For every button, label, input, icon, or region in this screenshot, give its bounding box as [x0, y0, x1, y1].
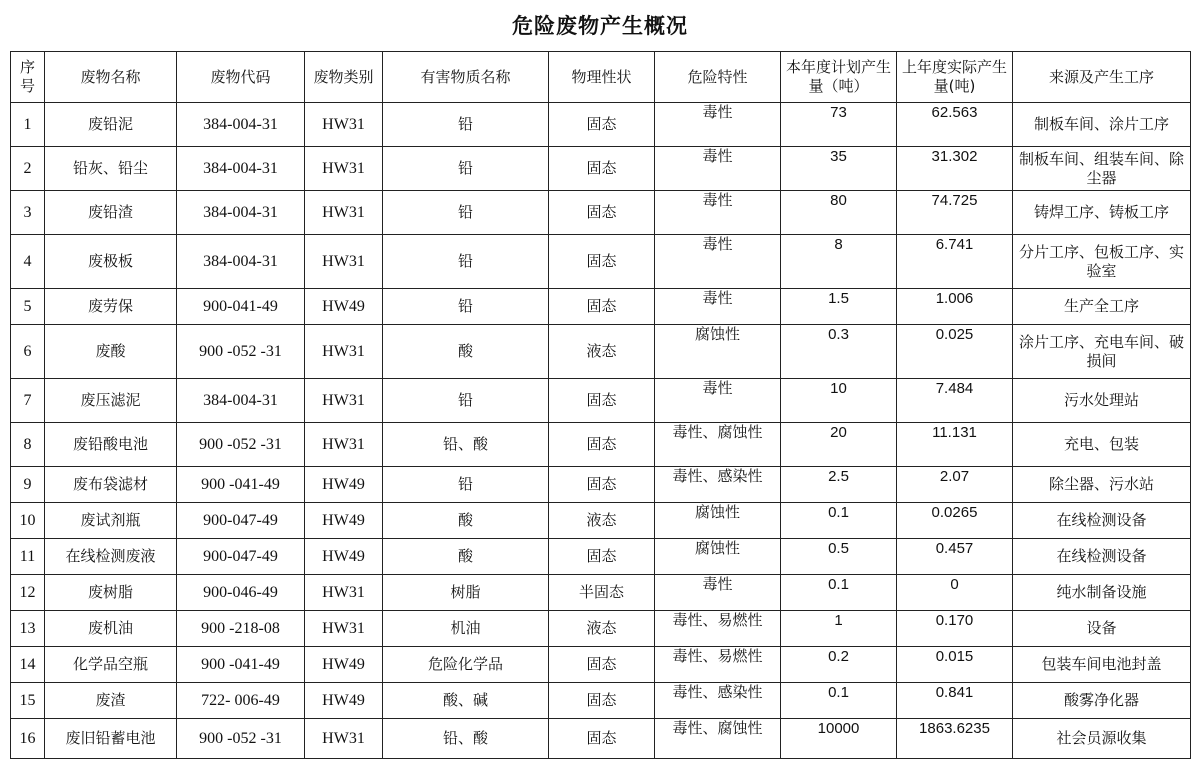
cell-index: 8 [11, 423, 45, 467]
cell-planned-amount: 0.1 [781, 683, 897, 719]
cell-planned-amount: 0.2 [781, 647, 897, 683]
cell-waste-name: 铅灰、铅尘 [45, 147, 177, 191]
cell-hazardous-substance: 铅、酸 [383, 719, 549, 759]
cell-waste-code: 384-004-31 [177, 379, 305, 423]
cell-hazardous-substance: 铅 [383, 379, 549, 423]
cell-source-process: 涂片工序、充电车间、破损间 [1013, 325, 1191, 379]
cell-physical-state: 固态 [549, 683, 655, 719]
cell-source-process: 除尘器、污水站 [1013, 467, 1191, 503]
cell-physical-state: 固态 [549, 191, 655, 235]
table-row [11, 147, 1191, 191]
table-row [11, 289, 1191, 325]
cell-waste-code: 384-004-31 [177, 103, 305, 147]
cell-actual-amount: 0.0265 [897, 503, 1013, 539]
cell-waste-name: 废试剂瓶 [45, 503, 177, 539]
cell-hazard-property: 毒性、腐蚀性 [655, 423, 781, 467]
cell-hazardous-substance: 铅 [383, 289, 549, 325]
cell-waste-category: HW31 [305, 379, 383, 423]
cell-waste-category: HW49 [305, 683, 383, 719]
cell-hazard-property: 毒性 [655, 575, 781, 611]
cell-waste-code: 900-046-49 [177, 575, 305, 611]
cell-waste-name: 废铅渣 [45, 191, 177, 235]
cell-source-process: 社会员源收集 [1013, 719, 1191, 759]
table-row [11, 325, 1191, 379]
cell-index: 5 [11, 289, 45, 325]
cell-hazard-property: 腐蚀性 [655, 539, 781, 575]
cell-index: 15 [11, 683, 45, 719]
table-row [11, 467, 1191, 503]
cell-waste-category: HW31 [305, 719, 383, 759]
cell-hazardous-substance: 铅 [383, 467, 549, 503]
cell-planned-amount: 0.3 [781, 325, 897, 379]
header-row [11, 52, 1191, 103]
cell-waste-code: 384-004-31 [177, 191, 305, 235]
cell-waste-code: 722- 006-49 [177, 683, 305, 719]
cell-actual-amount: 6.741 [897, 235, 1013, 289]
cell-waste-name: 废机油 [45, 611, 177, 647]
cell-actual-amount: 0.025 [897, 325, 1013, 379]
cell-waste-name: 废铅酸电池 [45, 423, 177, 467]
cell-index: 2 [11, 147, 45, 191]
table-row [11, 683, 1191, 719]
cell-hazardous-substance: 酸 [383, 325, 549, 379]
table-row [11, 575, 1191, 611]
header-waste-code: 废物代码 [177, 52, 305, 103]
cell-hazardous-substance: 铅 [383, 147, 549, 191]
page-title: 危险废物产生概况 [512, 13, 688, 38]
cell-hazardous-substance: 铅、酸 [383, 423, 549, 467]
cell-hazard-property: 毒性、腐蚀性 [655, 719, 781, 759]
table-row [11, 191, 1191, 235]
cell-actual-amount: 1863.6235 [897, 719, 1013, 759]
table-row [11, 503, 1191, 539]
cell-hazardous-substance: 铅 [383, 103, 549, 147]
cell-index: 12 [11, 575, 45, 611]
cell-hazard-property: 腐蚀性 [655, 325, 781, 379]
cell-hazardous-substance: 机油 [383, 611, 549, 647]
cell-waste-category: HW31 [305, 575, 383, 611]
cell-index: 4 [11, 235, 45, 289]
cell-source-process: 在线检测设备 [1013, 503, 1191, 539]
cell-waste-category: HW49 [305, 503, 383, 539]
cell-index: 1 [11, 103, 45, 147]
cell-waste-category: HW31 [305, 611, 383, 647]
table-body [11, 103, 1191, 759]
cell-index: 10 [11, 503, 45, 539]
cell-actual-amount: 31.302 [897, 147, 1013, 191]
cell-waste-category: HW31 [305, 147, 383, 191]
table-row [11, 379, 1191, 423]
cell-waste-code: 384-004-31 [177, 235, 305, 289]
table-row [11, 611, 1191, 647]
header-hazard-property: 危险特性 [655, 52, 781, 103]
cell-physical-state: 固态 [549, 423, 655, 467]
cell-planned-amount: 8 [781, 235, 897, 289]
cell-waste-name: 废布袋滤材 [45, 467, 177, 503]
table-row [11, 647, 1191, 683]
cell-hazardous-substance: 危险化学品 [383, 647, 549, 683]
cell-hazardous-substance: 酸 [383, 539, 549, 575]
cell-waste-category: HW49 [305, 539, 383, 575]
cell-index: 13 [11, 611, 45, 647]
cell-actual-amount: 0.457 [897, 539, 1013, 575]
cell-planned-amount: 10 [781, 379, 897, 423]
cell-index: 6 [11, 325, 45, 379]
table-row [11, 719, 1191, 759]
header-index: 序号 [11, 52, 45, 103]
cell-waste-category: HW31 [305, 191, 383, 235]
cell-actual-amount: 7.484 [897, 379, 1013, 423]
cell-source-process: 制板车间、组装车间、除尘器 [1013, 147, 1191, 191]
cell-index: 16 [11, 719, 45, 759]
cell-index: 11 [11, 539, 45, 575]
cell-physical-state: 固态 [549, 539, 655, 575]
cell-hazard-property: 毒性 [655, 147, 781, 191]
cell-waste-code: 900 -052 -31 [177, 325, 305, 379]
cell-physical-state: 固态 [549, 379, 655, 423]
header-physical-state: 物理性状 [549, 52, 655, 103]
cell-index: 14 [11, 647, 45, 683]
cell-waste-category: HW49 [305, 467, 383, 503]
cell-physical-state: 固态 [549, 147, 655, 191]
cell-hazard-property: 毒性、易燃性 [655, 611, 781, 647]
cell-hazard-property: 毒性 [655, 191, 781, 235]
cell-hazard-property: 毒性、易燃性 [655, 647, 781, 683]
cell-waste-name: 废旧铅蓄电池 [45, 719, 177, 759]
cell-waste-category: HW31 [305, 325, 383, 379]
cell-waste-name: 废酸 [45, 325, 177, 379]
cell-physical-state: 液态 [549, 325, 655, 379]
cell-actual-amount: 0 [897, 575, 1013, 611]
cell-physical-state: 固态 [549, 235, 655, 289]
cell-hazard-property: 毒性、感染性 [655, 683, 781, 719]
header-waste-name: 废物名称 [45, 52, 177, 103]
cell-planned-amount: 0.5 [781, 539, 897, 575]
cell-planned-amount: 80 [781, 191, 897, 235]
header-planned-amount: 本年度计划产生量（吨） [781, 52, 897, 103]
cell-waste-code: 900-047-49 [177, 539, 305, 575]
cell-planned-amount: 1.5 [781, 289, 897, 325]
cell-hazardous-substance: 酸 [383, 503, 549, 539]
cell-source-process: 在线检测设备 [1013, 539, 1191, 575]
cell-planned-amount: 73 [781, 103, 897, 147]
cell-waste-code: 900 -041-49 [177, 467, 305, 503]
cell-source-process: 包装车间电池封盖 [1013, 647, 1191, 683]
cell-waste-category: HW49 [305, 289, 383, 325]
cell-waste-code: 900 -041-49 [177, 647, 305, 683]
cell-actual-amount: 11.131 [897, 423, 1013, 467]
cell-hazardous-substance: 酸、碱 [383, 683, 549, 719]
cell-waste-name: 废压滤泥 [45, 379, 177, 423]
cell-source-process: 充电、包装 [1013, 423, 1191, 467]
cell-waste-category: HW31 [305, 423, 383, 467]
cell-waste-name: 废铅泥 [45, 103, 177, 147]
table-row [11, 423, 1191, 467]
cell-physical-state: 固态 [549, 289, 655, 325]
cell-index: 3 [11, 191, 45, 235]
cell-actual-amount: 0.841 [897, 683, 1013, 719]
cell-physical-state: 半固态 [549, 575, 655, 611]
cell-hazard-property: 毒性 [655, 289, 781, 325]
cell-index: 7 [11, 379, 45, 423]
cell-source-process: 设备 [1013, 611, 1191, 647]
cell-waste-category: HW31 [305, 235, 383, 289]
cell-planned-amount: 20 [781, 423, 897, 467]
cell-source-process: 分片工序、包板工序、实验室 [1013, 235, 1191, 289]
header-hazardous-substance: 有害物质名称 [383, 52, 549, 103]
cell-source-process: 酸雾净化器 [1013, 683, 1191, 719]
table-row [11, 235, 1191, 289]
cell-planned-amount: 10000 [781, 719, 897, 759]
header-actual-amount: 上年度实际产生量(吨) [897, 52, 1013, 103]
cell-actual-amount: 62.563 [897, 103, 1013, 147]
cell-actual-amount: 0.170 [897, 611, 1013, 647]
cell-waste-category: HW49 [305, 647, 383, 683]
cell-waste-name: 化学品空瓶 [45, 647, 177, 683]
cell-waste-code: 900-047-49 [177, 503, 305, 539]
cell-hazardous-substance: 铅 [383, 191, 549, 235]
cell-planned-amount: 1 [781, 611, 897, 647]
cell-waste-name: 废劳保 [45, 289, 177, 325]
cell-planned-amount: 35 [781, 147, 897, 191]
table-row [11, 103, 1191, 147]
cell-waste-name: 废极板 [45, 235, 177, 289]
cell-planned-amount: 0.1 [781, 575, 897, 611]
cell-planned-amount: 0.1 [781, 503, 897, 539]
cell-source-process: 污水处理站 [1013, 379, 1191, 423]
cell-waste-name: 废树脂 [45, 575, 177, 611]
header-waste-category: 废物类别 [305, 52, 383, 103]
cell-waste-code: 900-041-49 [177, 289, 305, 325]
cell-waste-name: 在线检测废液 [45, 539, 177, 575]
cell-index: 9 [11, 467, 45, 503]
cell-hazard-property: 腐蚀性 [655, 503, 781, 539]
cell-hazard-property: 毒性、感染性 [655, 467, 781, 503]
cell-hazard-property: 毒性 [655, 379, 781, 423]
cell-physical-state: 液态 [549, 611, 655, 647]
cell-source-process: 铸焊工序、铸板工序 [1013, 191, 1191, 235]
cell-hazardous-substance: 树脂 [383, 575, 549, 611]
table-row [11, 539, 1191, 575]
cell-waste-code: 900 -052 -31 [177, 719, 305, 759]
cell-physical-state: 固态 [549, 467, 655, 503]
cell-actual-amount: 2.07 [897, 467, 1013, 503]
cell-planned-amount: 2.5 [781, 467, 897, 503]
cell-source-process: 生产全工序 [1013, 289, 1191, 325]
cell-source-process: 制板车间、涂片工序 [1013, 103, 1191, 147]
cell-hazard-property: 毒性 [655, 235, 781, 289]
hazardous-waste-table [10, 51, 1191, 759]
cell-actual-amount: 1.006 [897, 289, 1013, 325]
cell-physical-state: 固态 [549, 103, 655, 147]
cell-physical-state: 液态 [549, 503, 655, 539]
cell-physical-state: 固态 [549, 647, 655, 683]
header-source-process: 来源及产生工序 [1013, 52, 1191, 103]
cell-physical-state: 固态 [549, 719, 655, 759]
cell-waste-name: 废渣 [45, 683, 177, 719]
cell-waste-code: 384-004-31 [177, 147, 305, 191]
cell-waste-category: HW31 [305, 103, 383, 147]
cell-hazardous-substance: 铅 [383, 235, 549, 289]
cell-actual-amount: 74.725 [897, 191, 1013, 235]
cell-source-process: 纯水制备设施 [1013, 575, 1191, 611]
cell-waste-code: 900 -218-08 [177, 611, 305, 647]
cell-actual-amount: 0.015 [897, 647, 1013, 683]
cell-waste-code: 900 -052 -31 [177, 423, 305, 467]
cell-hazard-property: 毒性 [655, 103, 781, 147]
